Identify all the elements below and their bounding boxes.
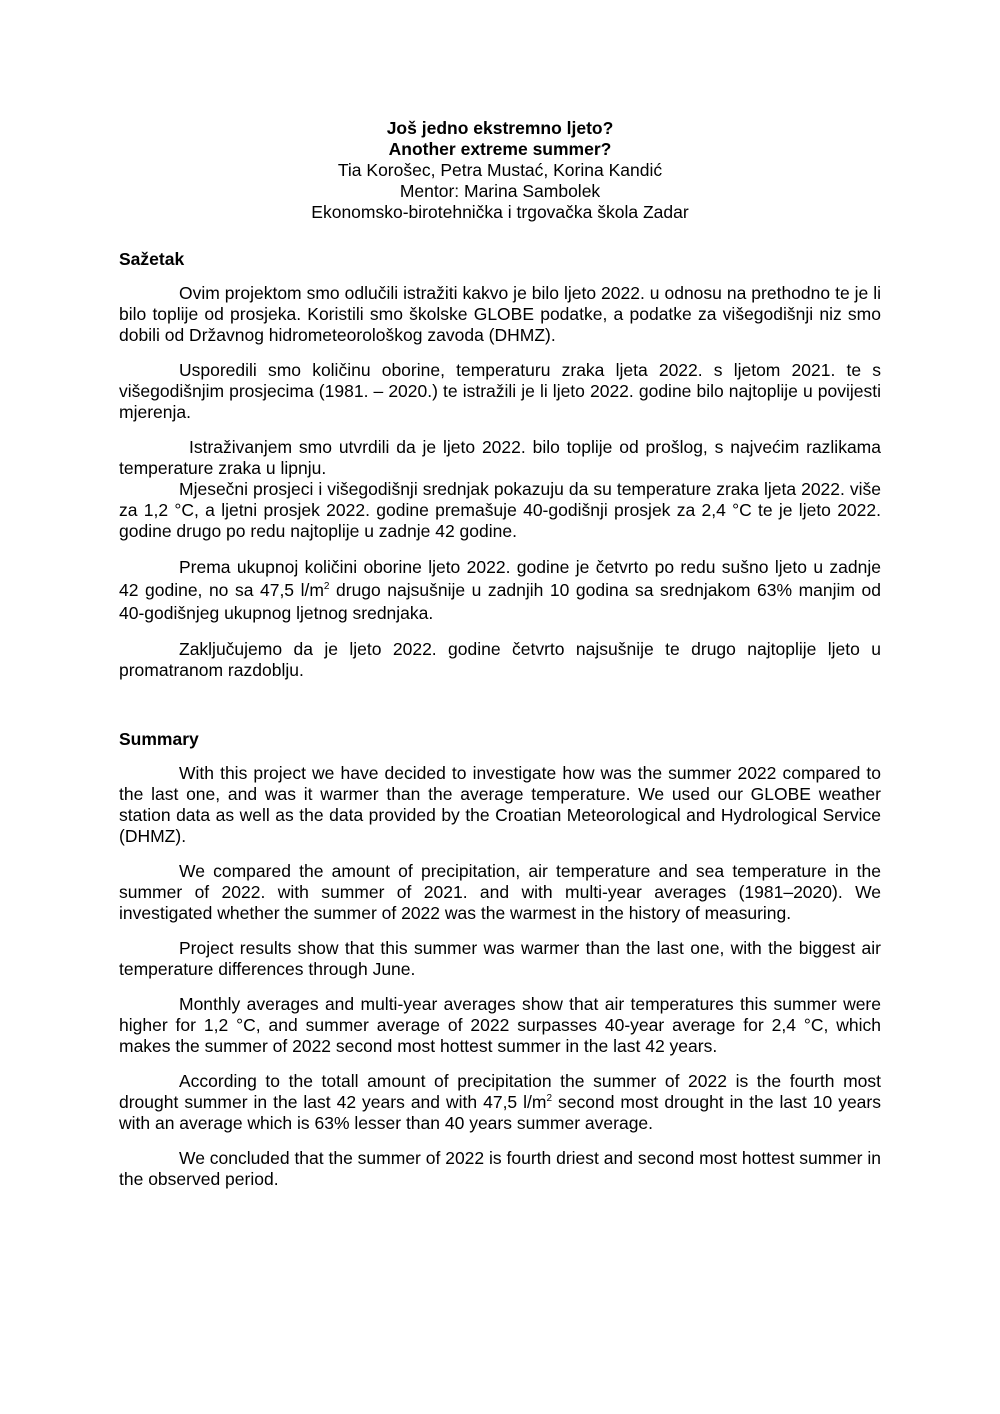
summary-paragraph-6: We concluded that the summer of 2022 is fourth driest and second most hottest summer in the observed period. — [119, 1148, 881, 1189]
summary-paragraph-1: With this project we have decided to investigate how was the summer 2022 compared to the last one, and was it warmer than the average temperature. We used our GLOBE weather station data as well as the data provided by the Croatian Meteorological and Hydrological Service (DHMZ). — [119, 763, 881, 846]
summary-paragraph-2: We compared the amount of precipitation, air temperature and sea temperature in the summer of 2022. with summer of 2021. and with multi-year averages (1981–2020). We investigated whether the summer of 2022 was the warmest in the history of measuring. — [119, 861, 881, 923]
sazetak-paragraph-4: Mjesečni prosjeci i višegodišnji srednjak pokazuju da su temperature zraka ljeta 2022. više za 1,2 °C, a ljetni prosjek 2022. godine premašuje 40-godišnji prosjek za 2,4 °C te je ljeto 2022. godine drugo po redu najtoplije u zadnje 42 godine. — [119, 479, 881, 541]
summary-p5-superscript: 2 — [546, 1093, 553, 1105]
sazetak-p5-text-b: drugo najsušnije u zadnjih 10 godina sa srednjakom 63% manjim od 40-godišnjeg ukupnog ljetnog srednjaka. — [119, 580, 881, 623]
title-croatian: Još jedno ekstremno ljeto? — [386, 118, 614, 138]
title-block — [119, 118, 881, 223]
summary-paragraph-4: Monthly averages and multi-year averages show that air temperatures this summer were higher for 1,2 °C, and summer average of 2022 surpasses 40-year average for 2,4 °C, which makes the summer of 2022 second most hottest summer in the last 42 years. — [119, 994, 881, 1056]
sazetak-p5-text-a: Prema ukupnoj količini oborine ljeto 2022. godine je četvrto po redu sušno ljeto u zadnje 42 godine, no sa 47,5 l/m — [119, 557, 881, 600]
summary-paragraph-3: Project results show that this summer was warmer than the last one, with the biggest air temperature differences through June. — [119, 938, 881, 979]
sazetak-paragraph-1: Ovim projektom smo odlučili istražiti kakvo je bilo ljeto 2022. u odnosu na prethodno te je li bilo toplije od prosjeka. Koristili smo školske GLOBE podatke, a podatke za višegodišnji niz smo dobili od Državnog hidrometeorološkog zavoda (DHMZ). — [119, 283, 881, 345]
school: Ekonomsko-birotehnička i trgovačka škola Zadar — [311, 202, 689, 222]
summary-paragraph-5 — [119, 1071, 881, 1134]
summary-p5-text-b: second most drought in the last 10 years with an average which is 63% lesser than 40 years summer average. — [119, 1092, 881, 1133]
sazetak-paragraph-3: Istraživanjem smo utvrdili da je ljeto 2022. bilo toplije od prošlog, s najvećim razlikama temperature zraka u lipnju. — [119, 437, 881, 478]
summary-heading: Summary — [119, 729, 199, 749]
sazetak-paragraph-5 — [119, 556, 881, 625]
sazetak-heading: Sažetak — [119, 249, 185, 269]
sazetak-paragraph-2: Usporedili smo količinu oborine, temperaturu zraka ljeta 2022. s ljetom 2021. te s višegodišnjim prosjecima (1981. – 2020.) te istražili je li ljeto 2022. godine bilo najtoplije u povijesti mjerenja. — [119, 360, 881, 422]
sazetak-p5-superscript: 2 — [323, 581, 330, 593]
mentor: Mentor: Marina Sambolek — [399, 181, 601, 201]
document-page — [119, 118, 881, 1190]
summary-p5-text-a: According to the totall amount of precipitation the summer of 2022 is the fourth most drought summer in the last 42 years and with 47,5 l/m — [119, 1071, 881, 1112]
authors: Tia Korošec, Petra Mustać, Korina Kandić — [337, 160, 663, 180]
sazetak-paragraph-6: Zaključujemo da je ljeto 2022. godine četvrto najsušnije te drugo najtoplije ljeto u promatranom razdoblju. — [119, 639, 881, 680]
title-english: Another extreme summer? — [388, 139, 612, 159]
